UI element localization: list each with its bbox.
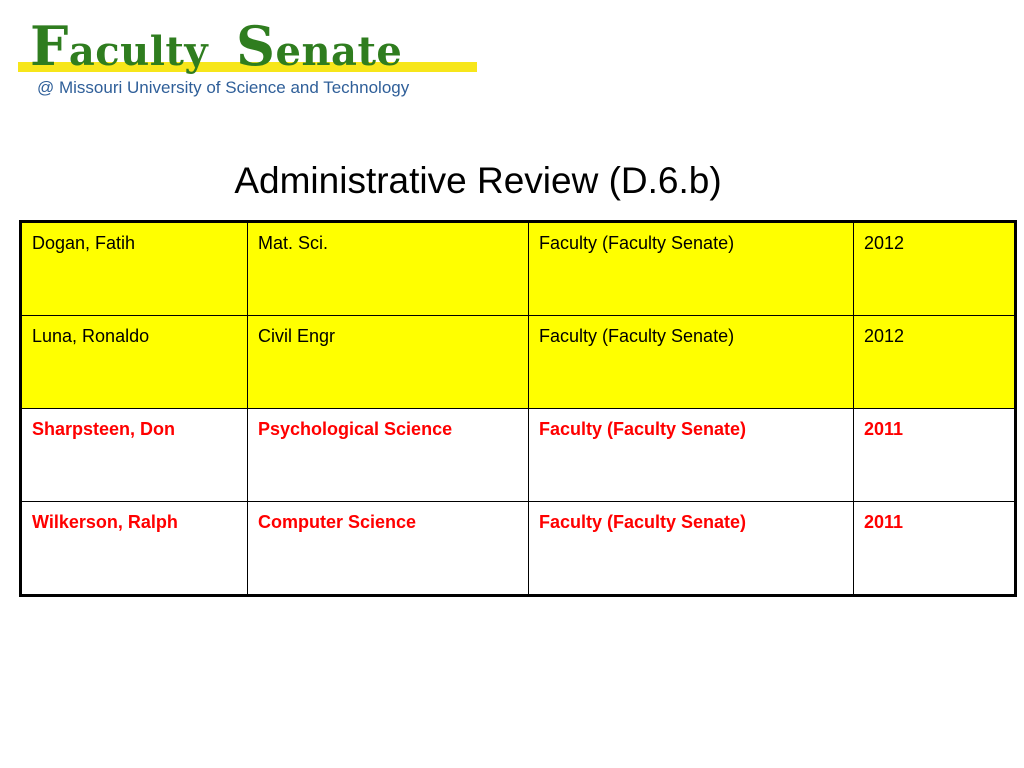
table-row <box>21 502 1016 596</box>
logo-subtitle: @ Missouri University of Science and Technology <box>37 78 410 97</box>
faculty-senate-logo <box>18 14 478 104</box>
name-cell: Sharpsteen, Don <box>21 409 248 502</box>
table-row <box>21 316 1016 409</box>
logo-word-faculty-initial: F <box>30 14 69 78</box>
department-cell: Mat. Sci. <box>248 222 529 316</box>
department-cell: Civil Engr <box>248 316 529 409</box>
name-cell: Wilkerson, Ralph <box>21 502 248 596</box>
name-cell: Luna, Ronaldo <box>21 316 248 409</box>
role-cell: Faculty (Faculty Senate) <box>529 316 854 409</box>
logo-word-faculty-rest: aculty <box>68 28 209 75</box>
logo-word-senate-initial: S <box>236 14 276 78</box>
role-cell: Faculty (Faculty Senate) <box>529 222 854 316</box>
slide-title: Administrative Review (D.6.b) <box>234 160 722 201</box>
year-cell: 2011 <box>854 409 1016 502</box>
year-cell: 2012 <box>854 316 1016 409</box>
logo-word-senate-rest: enate <box>275 28 403 75</box>
year-cell: 2011 <box>854 502 1016 596</box>
logo-word-faculty <box>30 14 209 80</box>
table-row <box>21 222 1016 316</box>
role-cell: Faculty (Faculty Senate) <box>529 409 854 502</box>
role-cell: Faculty (Faculty Senate) <box>529 502 854 596</box>
logo-word-senate <box>236 14 403 80</box>
department-cell: Psychological Science <box>248 409 529 502</box>
name-cell: Dogan, Fatih <box>21 222 248 316</box>
review-table-body <box>21 222 1016 596</box>
department-cell: Computer Science <box>248 502 529 596</box>
table-row <box>21 409 1016 502</box>
review-table <box>19 220 1017 597</box>
year-cell: 2012 <box>854 222 1016 316</box>
